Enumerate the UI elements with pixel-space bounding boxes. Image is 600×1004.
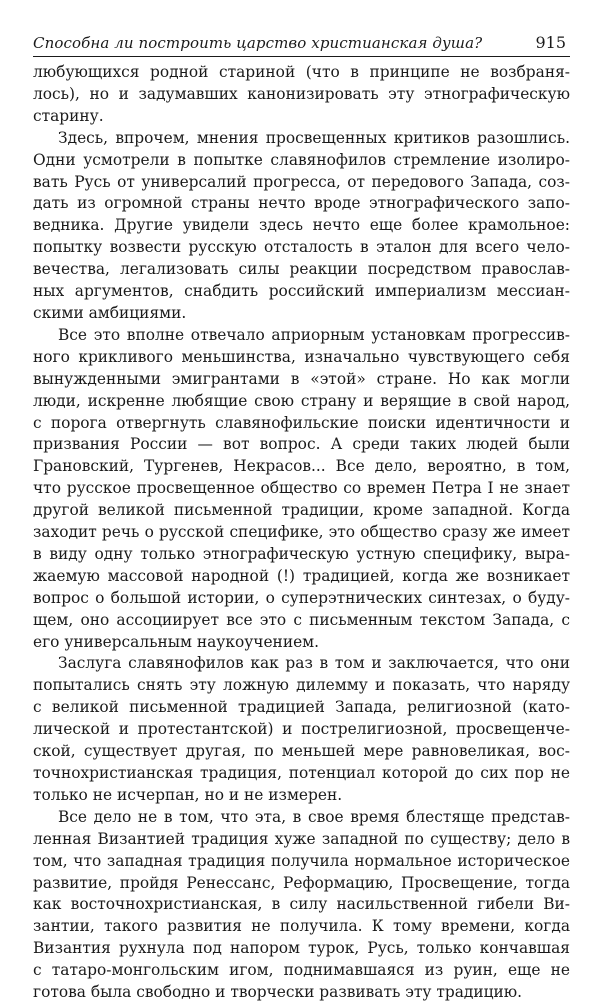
text-line: ской, существует другая, по меньшей мере равновеликая, вос- (33, 742, 570, 761)
text-line: ведника. Другие увидели здесь нечто еще более крамольное: (33, 216, 570, 235)
text-line: ного крикливого меньшинства, изначально чувствующего себя (33, 347, 570, 366)
text-line: призвания России — вот вопрос. А среди таких людей были (33, 435, 570, 454)
paragraph (33, 653, 570, 806)
paragraph (33, 325, 570, 654)
text-line: вечества, легализовать силы реакции посредством православ- (33, 260, 570, 279)
text-line: любующихся родной стариной (что в принципе не возбраня- (33, 63, 570, 81)
text-line: точнохристианская традиция, потенциал которой до сих пор не (33, 764, 570, 782)
text-line: заходит речь о русской специфике, это общество сразу же имеет (33, 523, 570, 542)
text-line: Все это вполне отвечало априорным установкам прогрессив- (58, 325, 570, 344)
text-line: что русское просвещенное общество со времен Петра I не знает (33, 479, 570, 498)
paragraph (33, 128, 570, 325)
running-title: Способна ли построить царство христианская душа? (33, 34, 483, 52)
text-line: Заслуга славянофилов как раз в том и заключается, что они (58, 654, 570, 673)
text-line: дать из огромной страны нечто вроде этнографического запо- (33, 194, 570, 213)
text-line: готова была свободно и творчески развивать эту традицию. (33, 983, 523, 1002)
text-line: ленная Византией традиция хуже западной по существу; дело в (33, 829, 570, 848)
text-line: попытались снять эту ложную дилемму и показать, что наряду (33, 676, 570, 695)
text-line: ных аргументов, снабдить российский империализм мессиан- (33, 282, 570, 301)
text-line: старину. (33, 106, 104, 125)
text-line: зантии, такого развития не получила. К тому времени, когда (33, 917, 570, 936)
text-line: вопрос о большой истории, о суперэтнических синтезах, о буду- (33, 588, 570, 607)
text-line: лической и протестантской) и пострелигиозной, просвещенче- (33, 720, 570, 739)
body-text (33, 62, 570, 1004)
text-line: вать Русь от универсалий прогресса, от передового Запада, соз- (33, 172, 570, 191)
text-line: люди, искренне любящие свою страну и верящие в свой народ, (33, 391, 570, 410)
text-line: том, что западная традиция получила нормальное историческое (33, 851, 570, 870)
text-line: скими амбициями. (33, 303, 187, 322)
text-line: развитие, пройдя Ренессанс, Реформацию, Просвещение, тогда (33, 873, 570, 892)
paragraph (33, 62, 570, 128)
text-line: лось), но и задумавших канонизировать эту этнографическую (33, 84, 570, 103)
text-line: Византия рухнула под напором турок, Русь, только кончавшая (33, 939, 570, 958)
text-line: Грановский, Тургенев, Некрасов... Все дело, вероятно, в том, (33, 457, 570, 476)
text-line: Здесь, впрочем, мнения просвещенных критиков разошлись. (58, 128, 570, 147)
paragraph (33, 807, 570, 1004)
text-line: только не исчерпан, но и не измерен. (33, 785, 343, 804)
text-line: с великой письменной традицией Запада, религиозной (като- (33, 698, 570, 717)
text-line: другой великой письменной традиции, кроме западной. Когда (33, 501, 570, 520)
page-number: 915 (535, 33, 566, 52)
text-line: Все дело не в том, что эта, в свое время блестяще представ- (58, 807, 570, 826)
running-header (33, 30, 570, 57)
text-line: жаемую массовой народной (!) традицией, когда же возникает (33, 566, 570, 585)
text-line: с татаро-монгольским игом, поднимавшаяся из руин, еще не (33, 961, 570, 980)
text-line: в виду одну только этнографическую устную специфику, выра- (33, 544, 570, 563)
text-line: Одни усмотрели в попытке славянофилов стремление изолиро- (33, 150, 570, 169)
text-line: его универсальным наукоучением. (33, 632, 320, 651)
text-line: попытку возвести русскую отсталость в эталон для всего чело- (33, 238, 570, 257)
text-line: щем, оно ассоциирует все это с письменным текстом Запада, с (33, 610, 570, 629)
text-line: с порога отвергнуть славянофильские поиски идентичности и (33, 413, 570, 432)
book-page (33, 30, 570, 1004)
text-line: как восточнохристианская, в силу насильственной гибели Ви- (33, 895, 570, 914)
text-line: вынужденными эмигрантами в «этой» стране. Но как могли (33, 369, 570, 388)
